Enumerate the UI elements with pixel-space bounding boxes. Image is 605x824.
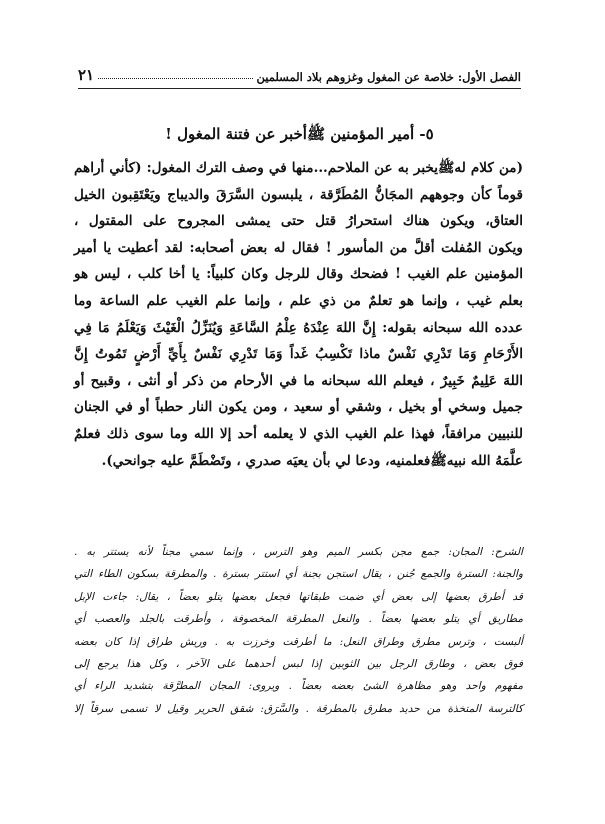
- main-text: [74, 155, 523, 474]
- text-line: جميل وسخي أو بخيل ، وشقي أو سعيد ، ومن يكون النار حطباً أو في الجنان: [74, 399, 523, 416]
- note-line: مطاريق أي يتلو بعضها بعضاً . والنعل المطرقة المخصوفة ، وأطرقت بالجلد والعصب أي: [74, 613, 523, 626]
- note-line: الشرح: المجان: جمع مجن بكسر الميم وهو الترس ، وإنما سمي مجناً لأنه يستتر به .: [74, 546, 523, 558]
- text-line: للنبيين مرافقاً، فهذا علم الغيب الذي لا يعلمه أحد إلا الله وما سوى ذلك فعلمٌ: [74, 425, 523, 442]
- running-header: [78, 62, 521, 84]
- note-line: والجنة: السترة والجمع جُنن ، يقال استجن بجنة أي استتر بسترة . والمطرقة بسكون الطاء التي: [74, 568, 523, 581]
- header-rule: [78, 88, 521, 89]
- text-line: المؤمنين علم الغيب ! فضحك وقال للرجل وكان كلبياً: يا أخا كلب ، ليس هو: [74, 266, 523, 283]
- commentary-notes: [74, 541, 523, 720]
- note-line: قد أطرق بعضها إلى بعض أي ضمت طبقاتها فجعل بعضها يتلو بعضاً ، يقال: جاءت الإبل: [74, 590, 523, 603]
- text-line: ويكون المُفلت أقلَّ من المأسور ! فقال له بعض أصحابه: لقد أعطيت يا أمير: [74, 239, 523, 256]
- text-line: علَّمَهُ الله نبيهﷺفعلمنيه، ودعا لي بأن يعيَه صدري ، وتَضْطَمَّ عليه جوانحي).: [101, 452, 523, 469]
- note-line: كالترسة المتخذة من حديد مطرق بالمطرقة . والسَّرَق: شقق الحرير وقيل لا تسمى سرقاً إلا: [74, 702, 523, 715]
- text-line: اللهَ عَلِيمٌ خَبِيرٌ ، فيعلم الله سبحانه ما في الأرحام من ذكر أو أنثى ، وقبيح أو: [74, 372, 523, 389]
- text-line: قوماً كأن وجوههم المجَانُّ المُطَرَّقة ، يلبسون السَّرَقَ والديباج ويَعْتَقِبون الخيل: [74, 186, 523, 203]
- note-line: مفهوم واحد وهو مظاهرة الشئ بعضه بعضاً . ويروى: المجان المطرَّقة بتشديد الراء أي: [74, 680, 523, 693]
- text-line: بعلم غيب ، وإنما هو تعلمٌ من ذي علم ، وإنما علم الغيب علم الساعة وما: [74, 292, 523, 309]
- page-number: ٢١: [78, 66, 95, 84]
- note-line: ألبست ، وترس مطرق وطراق النعل: ما أطرقت وخرزت به . وريش طراق إذا كان بعضه: [74, 635, 523, 648]
- note-line: فوق بعض ، وطارق الرجل بين الثوبين إذا لبس أحدهما على الآخر ، وكل هذا يرجع إلى: [74, 658, 523, 671]
- quran-line: الأَرْحَامِ وَمَا تَدْرِي نَفْسٌ ماذا تَكْسِبُ غَداً وَمَا تَدْرِي نَفْسٌ بِأَيِّ أَرْضٍ تَمُوتُ إِنَّ: [74, 346, 523, 363]
- section-title: ٥- أمير المؤمنين ﷺأخبر عن فتنة المغول !: [165, 125, 434, 143]
- quran-line: عدده الله سبحانه بقوله: إِنَّ اللهَ عِنْدَهُ عِلْمُ السَّاعَةِ وَيُنَزِّلُ الْغَيْثَ وَيَعْلَمُ مَا فِي: [74, 319, 523, 336]
- text-line: العتاق، ويكون هناك استحرارُ قتل حتى يمشى المجروح على المقتول ،: [74, 213, 523, 230]
- leader-dots: [98, 78, 252, 79]
- chapter-title: الفصل الأول: خلاصة عن المغول وغزوهم بلاد المسلمين: [256, 70, 521, 84]
- text-line: (من كلام لهﷺيخبر به عن الملاحم...منها في وصف الترك المغول: (كأني أراهم: [74, 160, 523, 176]
